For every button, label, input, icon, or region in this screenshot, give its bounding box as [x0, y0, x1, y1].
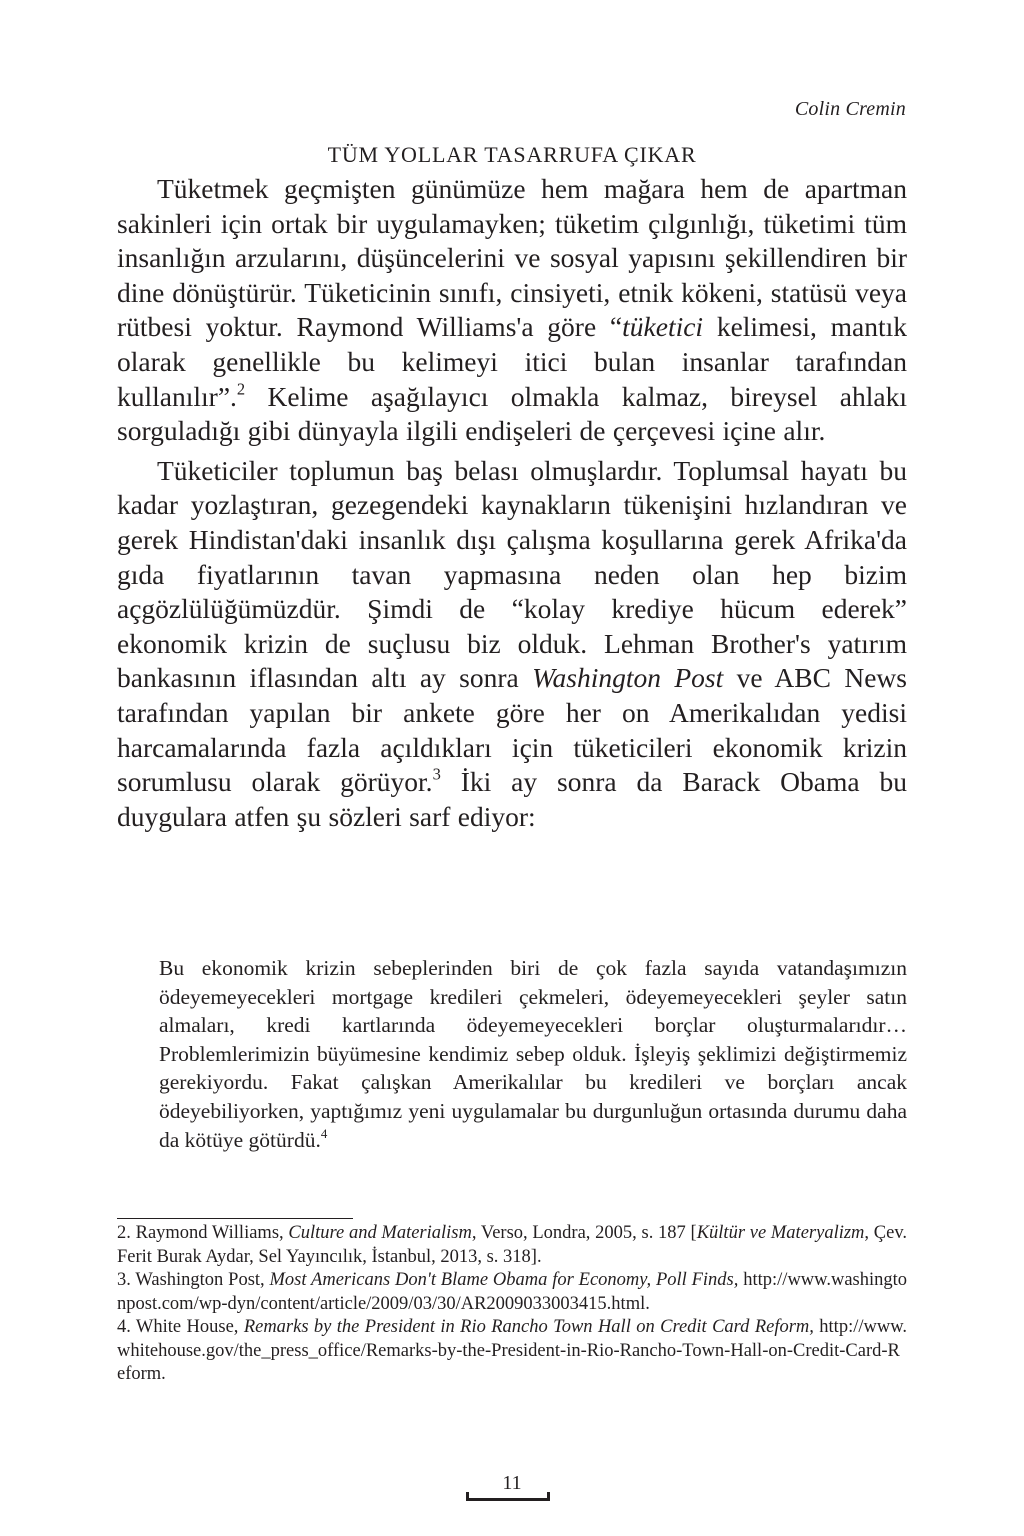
publication-name: Washington Post: [532, 662, 724, 694]
paragraph-1: Tüketmek geçmişten günümüze hem mağara hem de apartman sakinleri için ortak bir uygulamayken; tüketim çılgınlığı, tüketimi tüm insanlığın arzularını, düşüncelerini ve sosyal yapısını şekillendiren bir dine dönüştürür. Tüketicinin sınıfı, cinsiyeti, etnik kökeni, statüsü veya rütbesi yoktur. Raymond Williams'a göre “tüketici kelimesi, mantık olarak genellikle bu kelimeyi itici bulan insanlar tarafından kullanılır”.$^2$ Kelime aşağılayıcı olmakla kalmaz, bireysel ahlakı sorguladığı gibi dünyayla ilgili endişeleri de çerçevesi içine alır.: [117, 173, 908, 447]
block-quote: [159, 954, 907, 1154]
page-number: 11: [502, 1472, 522, 1494]
footnote-4-url[interactable]: http://www.whitehouse.gov/the_press_office/Remarks-by-the-President-in-Rio-Rancho-Town-Hall-on-Credit-Card-Reform.: [117, 1317, 908, 1384]
chapter-title: TÜM YOLLAR TASARRUFA ÇIKAR: [327, 142, 697, 167]
footnote-3: 3. Washington Post, Most Americans Don't Blame Obama for Economy, Poll Finds, http://www.washingtonpost.com/wp-dyn/content/article/2009/03/30/AR2009033003415.html.: [117, 1270, 908, 1314]
footnote-ref-4: 4: [320, 1126, 328, 1141]
paragraph-2: Tüketiciler toplumun baş belası olmuşlardır. Toplumsal hayatı bu kadar yozlaştıran, gezegendeki kaynakların tükenişini hızlandıran ve gerek Hindistan'daki insanlık dışı çalışma koşullarına gerek Afrika'da gıda fiyatlarının tavan yapmasına neden olan hep bizim açgözlülüğümüzdür. Şimdi de “kolay krediye hücum ederek” ekonomik krizin de suçlusu biz olduk. Lehman Brother's yatırım bankasının iflasından altı ay sonra Washington Post ve ABC News tarafından yapılan bir ankete göre her on Amerikalıdan yedisi harcamalarında fazla açıldıkları için tüketicileri ekonomik krizin sorumlusu olarak görüyor.$^3$ İki ay sonra da Barack Obama bu duygulara atfen şu sözleri sarf ediyor:: [117, 454, 907, 832]
footnote-3-url[interactable]: http://www.washingtonpost.com/wp-dyn/content/article/2009/03/30/AR2009033003415.html.: [117, 1270, 908, 1314]
footnote-4: 4. White House, Remarks by the President in Rio Rancho Town Hall on Credit Card Reform, http://www.whitehouse.gov/the_press_office/Remarks-by-the-President-in-Rio-Rancho-Town-Hall-on-Credit-Card-Reform.: [117, 1317, 908, 1384]
running-header-author: Colin Cremin: [794, 98, 906, 120]
footnotes: [117, 1222, 907, 1387]
page-number-bracket: [466, 1498, 550, 1501]
quote-text: Bu ekonomik krizin sebeplerinden biri de çok fazla sayıda vatandaşımızın ödeyemeyecekleri mortgage kredileri çekmeleri, ödeyemeyecekleri şeyler satın almaları, kredi kartlarında ödeyemeyecekleri borçlar oluşturmalarıdır… Problemlerimizin büyümesine kendimiz sebep olduk. İşleyiş şeklimizi değiştirmemiz gerekiyordu. Fakat çalışkan Amerikalılar bu kredileri ve borçları ancak ödeyebiliyorken, yaptığımız yeni uygulamalar bu durgunluğun ortasında durumu daha da kötüye götürdü.: [159, 956, 907, 1152]
footnote-2: 2. Raymond Williams, Culture and Materialism, Verso, Londra, 2005, s. 187 [Kültür ve Materyalizm, Çev. Ferit Burak Aydar, Sel Yayıncılık, İstanbul, 2013, s. 318].: [117, 1223, 907, 1267]
body-text: [117, 172, 907, 834]
footnote-ref-3: 3: [432, 764, 441, 784]
footnote-rule: [117, 1218, 353, 1219]
emphasis-term: tüketici: [622, 311, 704, 343]
footnote-ref-2: 2: [236, 379, 246, 399]
